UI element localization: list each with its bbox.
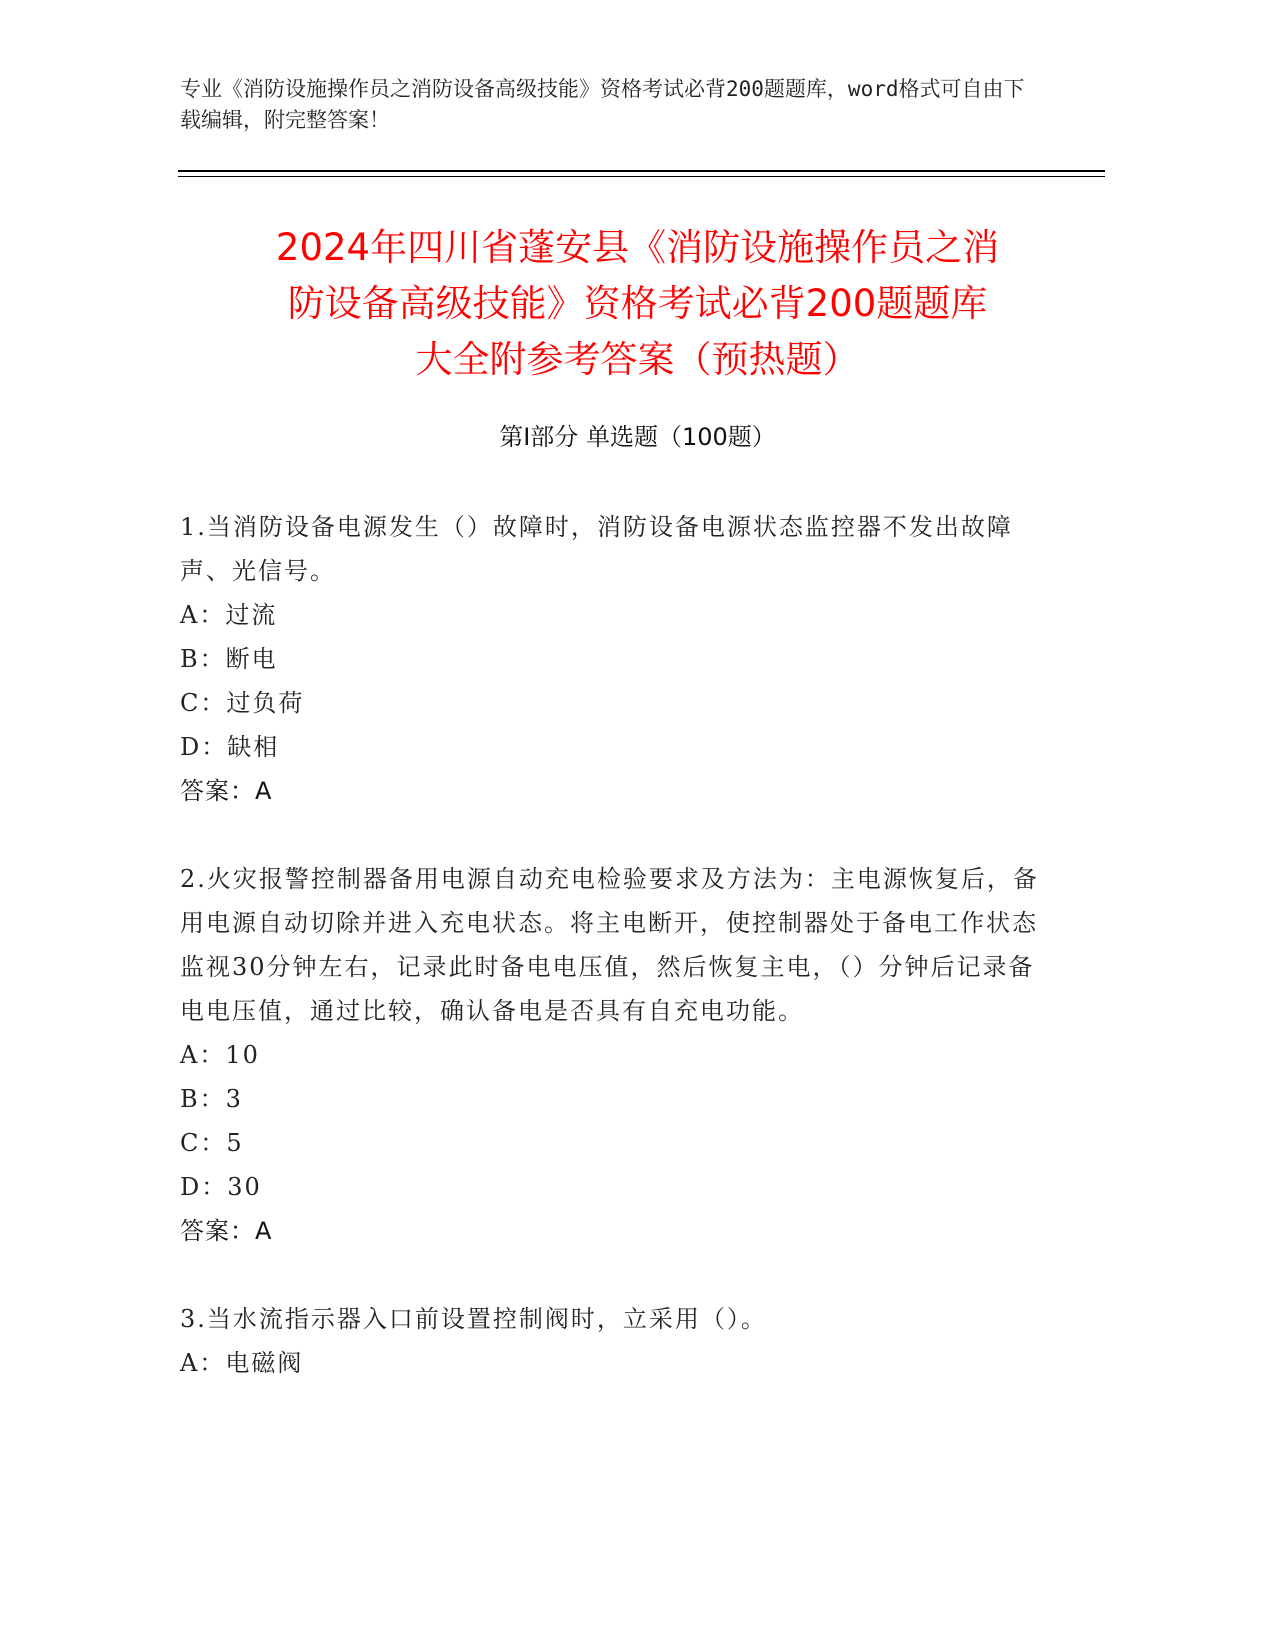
question-2 [180, 857, 1040, 1253]
option-b: B：3 [180, 1085, 243, 1113]
header-divider-thick [178, 170, 1105, 172]
question-list [180, 505, 1040, 1429]
option-b: B：断电 [180, 645, 278, 673]
option-a: A：10 [180, 1041, 260, 1069]
option-d: D：缺相 [180, 733, 280, 761]
header-note: 专业《消防设施操作员之消防设备高级技能》资格考试必背200题题库，word格式可自由下载编辑，附完整答案！ [180, 77, 1025, 132]
section-heading: 第Ⅰ部分 单选题（100题） [499, 423, 776, 451]
option-d: D：30 [180, 1173, 262, 1201]
title-line-1: 2024年四川省蓬安县《消防设施操作员之消 [275, 226, 1000, 269]
option-a: A：电磁阀 [180, 1349, 304, 1377]
question-3 [180, 1297, 1040, 1385]
question-1 [180, 505, 1040, 813]
document-title [150, 220, 1125, 388]
title-line-2: 防设备高级技能》资格考试必背200题题库 [287, 282, 988, 325]
option-c: C：5 [180, 1129, 244, 1157]
answer: 答案：A [180, 777, 273, 805]
option-c: C：过负荷 [180, 689, 305, 717]
question-stem: 3.当水流指示器入口前设置控制阀时，立采用（）。 [180, 1305, 767, 1333]
answer: 答案：A [180, 1217, 273, 1245]
title-line-3: 大全附参考答案（预热题） [415, 338, 860, 381]
header-divider-thin [178, 176, 1105, 177]
question-stem: 1.当消防设备电源发生（）故障时，消防设备电源状态监控器不发出故障声、光信号。 [180, 513, 1013, 585]
question-stem: 2.火灾报警控制器备用电源自动充电检验要求及方法为：主电源恢复后，备用电源自动切除并进入充电状态。将主电断开，使控制器处于备电工作状态监视30分钟左右，记录此时备电电压值，然后恢复主电，（）分钟后记录备电电压值，通过比较，确认备电是否具有自充电功能。 [180, 865, 1039, 1025]
option-a: A：过流 [180, 601, 278, 629]
